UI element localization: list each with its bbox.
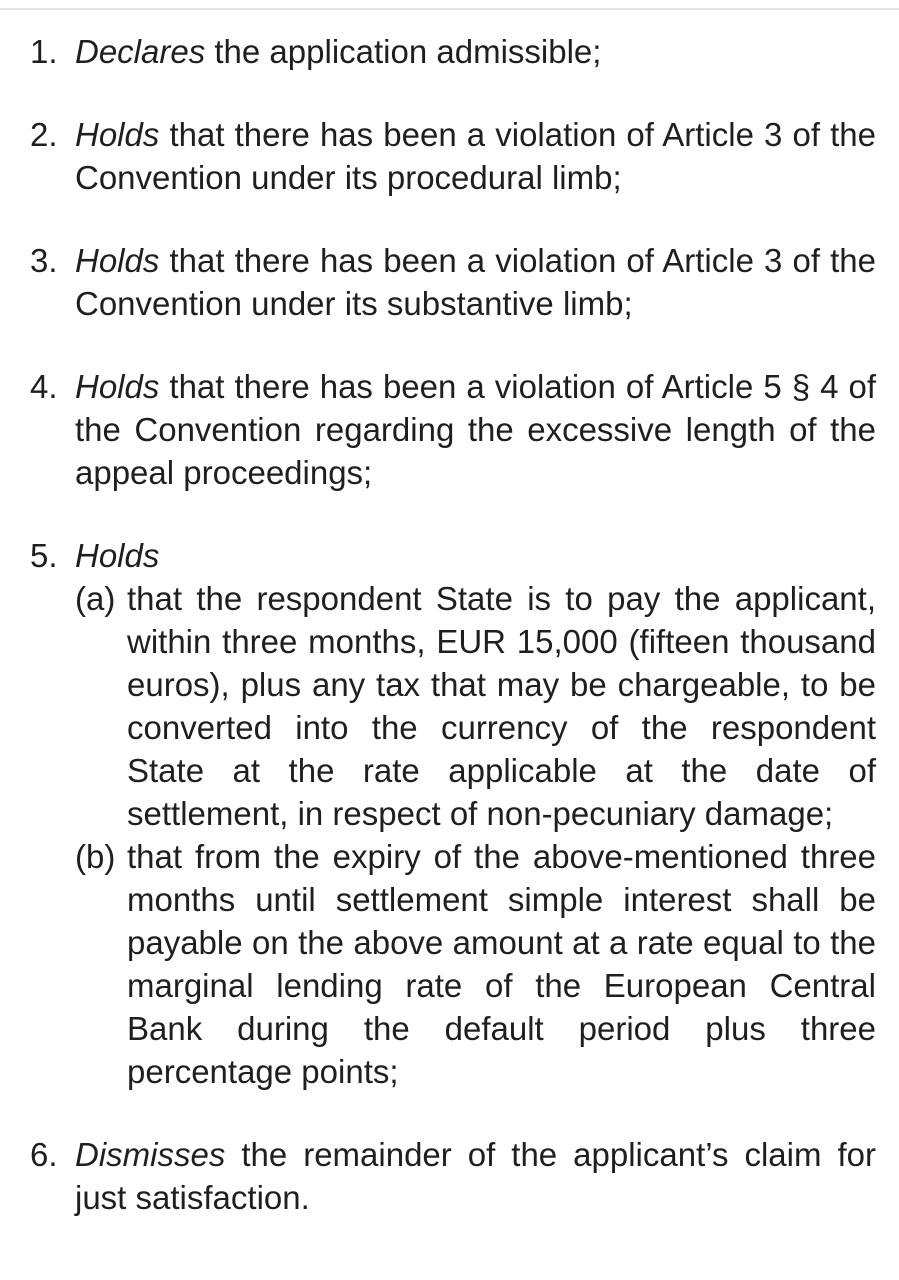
provision-6 <box>30 1133 876 1219</box>
subprovision-text: that the respondent State is to pay the applicant, within three months, EUR 15,000 (fifteen thousand euros), plus any tax that may be chargeable, to be converted into the currency of the respondent State at the rate applicable at the date of settlement, in respect of non-pecuniary damage; <box>127 580 876 832</box>
top-divider <box>0 8 899 10</box>
provision-number: 3. <box>30 242 58 279</box>
provision-verb: Holds <box>75 537 160 574</box>
subprovision-a <box>75 577 876 835</box>
provision-4 <box>30 365 876 494</box>
provision-verb: Declares <box>75 33 206 70</box>
operative-provisions <box>30 30 876 1219</box>
subprovision-letter: (a) <box>75 580 116 617</box>
provision-3 <box>30 239 876 325</box>
provision-5 <box>30 534 876 1093</box>
subprovision-letter: (b) <box>75 838 116 875</box>
provision-verb: Holds <box>75 116 160 153</box>
provision-text: that there has been a violation of Article 3 of the Convention under its substantive limb; <box>75 242 876 322</box>
provision-number: 6. <box>30 1136 58 1173</box>
provision-2 <box>30 113 876 199</box>
provision-number: 1. <box>30 33 58 70</box>
provision-verb: Holds <box>75 242 160 279</box>
subprovision-b <box>75 835 876 1093</box>
provision-text: the remainder of the applicant’s claim for just satisfaction. <box>75 1136 876 1216</box>
provision-verb: Dismisses <box>75 1136 226 1173</box>
provision-text: the application admissible; <box>205 33 602 70</box>
subprovision-text: that from the expiry of the above-mentioned three months until settlement simple interest shall be payable on the above amount at a rate equal to the marginal lending rate of the European Central Bank during the default period plus three percentage points; <box>127 838 876 1090</box>
provision-text: that there has been a violation of Article 3 of the Convention under its procedural limb; <box>75 116 876 196</box>
provision-verb: Holds <box>75 368 160 405</box>
provision-number: 2. <box>30 116 58 153</box>
provision-text: that there has been a violation of Article 5 § 4 of the Convention regarding the excessive length of the appeal proceedings; <box>75 368 876 491</box>
provision-1 <box>30 30 876 73</box>
provision-number: 5. <box>30 537 58 574</box>
provision-number: 4. <box>30 368 58 405</box>
